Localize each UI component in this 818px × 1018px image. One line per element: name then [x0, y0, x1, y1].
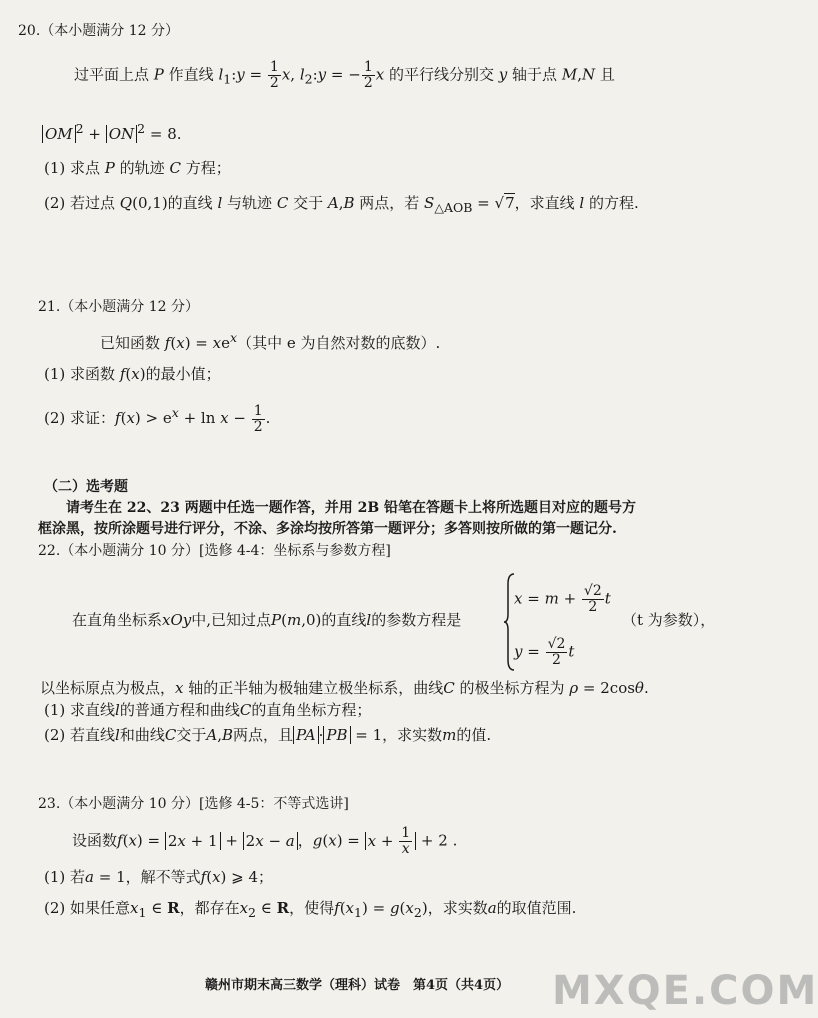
q23-intro-sep: ，: [297, 831, 313, 850]
q23-heading: 23.（本小题满分 10 分）[选修 4-5：不等式选讲]: [38, 796, 349, 812]
q21-part1: (1) 求函数 f(x)的最小值；: [44, 365, 221, 383]
q22-p2-f: 的值.: [456, 726, 492, 744]
q20-p2-c: 与轨迹: [227, 194, 273, 212]
q20-intro-e: 且: [599, 65, 615, 84]
q20-intro-a: 过平面上点: [74, 65, 150, 84]
q21-intro: 已知函数 $f(x) = xe^x$（其中 e 为自然对数的底数）.: [100, 330, 441, 352]
q22-p2-e: ，求实数: [382, 726, 443, 744]
q20-p1-b: 的轨迹: [119, 159, 165, 177]
q22-param-y: y = $\frac{√2}{2}$ t: [514, 636, 575, 668]
q22-intro-c: 的直线: [321, 611, 367, 629]
q20-p2-f: ，求直线: [514, 194, 575, 212]
q20-heading: 20.（本小题满分 12 分）: [18, 23, 179, 39]
q20-intro-b: 作直线: [168, 65, 214, 84]
q20-p1-a: (1) 求点: [44, 159, 101, 177]
q23-part2: (2) 如果任意$x_1$ ∈ R，都存在$x_2$ ∈ R，使得$f(x_1) = g(x_2)$，求实数a的取值范围.: [44, 899, 577, 920]
elective-text-1: 请考生在 22、23 两题中任选一题作答，并用 2B 铅笔在答题卡上将所选题目对应的题号方: [66, 500, 637, 516]
elective-heading: （二）选考题: [44, 479, 128, 495]
q23-intro-a: 设函数: [72, 831, 118, 850]
q23-p2-e: 的取值范围.: [496, 899, 577, 917]
q23-p1-a: (1) 若: [44, 868, 86, 886]
q21-heading: 21.（本小题满分 12 分）: [38, 299, 199, 315]
q23-p1-c: ；: [258, 868, 274, 886]
q22-heading: 22.（本小题满分 10 分）[选修 4-4：坐标系与参数方程]: [38, 543, 391, 559]
q23-p2-a: (2) 如果任意: [44, 899, 131, 917]
q20-part1: (1) 求点 P 的轨迹 C 方程；: [44, 159, 231, 177]
q20-condition: OM $^2$ + ON $^2$ = 8.: [42, 118, 182, 145]
q23-p2-c: ，使得: [289, 899, 335, 917]
q20-p2-a: (2) 若过点: [44, 194, 116, 212]
q20-p2-b: 的直线: [167, 194, 213, 212]
q22-param-x: x = m + $\frac{√2}{2}$ t: [514, 583, 611, 615]
q21-p2-a: (2) 求证：: [44, 409, 116, 427]
q22-line2-a: 以坐标原点为极点，: [40, 679, 176, 697]
watermark-logo: MXQE.COM: [552, 968, 818, 1014]
q20-p1-c: 方程；: [185, 159, 231, 177]
q22-p1-c: 的直角坐标方程；: [251, 701, 372, 719]
q23-p2-d: ，求实数: [427, 899, 488, 917]
q22-p2-a: (2) 若直线: [44, 726, 116, 744]
q22-p2-c: 交于: [176, 726, 207, 744]
page-footer: 赣州市期末高三数学（理科）试卷 第4页（共4页）: [205, 978, 510, 993]
q22-line2-b: 轴的正半轴为极轴建立极坐标系，曲线: [188, 679, 444, 697]
q20-part2: (2) 若过点 Q(0,1)的直线 l 与轨迹 C 交于 A,B 两点，若 $S_{\triangle AOB} = √7$，求直线 l 的方程.: [44, 194, 639, 215]
q21-intro-b: （其中 e 为自然对数的底数）.: [237, 334, 441, 352]
q22-polar-line: 以坐标原点为极点，x 轴的正半轴为极轴建立极坐标系，曲线C 的极坐标方程为 ρ = 2cosθ.: [40, 679, 649, 697]
q21-intro-a: 已知函数: [100, 334, 161, 352]
q21-p1-b: 的最小值；: [145, 365, 221, 383]
q23-p2-b: ，都存在: [179, 899, 240, 917]
q22-intro: 在直角坐标系xOy中,已知过点P(m,0)的直线l的参数方程是: [72, 611, 462, 629]
q20-intro-c: 的平行线分别交: [389, 65, 495, 84]
q20-p2-d: 交于: [293, 194, 324, 212]
q22-intro-d: 的参数方程是: [371, 611, 462, 629]
q21-part2: (2) 求证：$f(x) > e^x + \ln x$ − $\frac{1}{2}$ .: [44, 402, 271, 435]
q22-line2-c: 的极坐标方程为: [459, 679, 565, 697]
q20-intro-line: 过平面上点 P 作直线 $l_1:y$ = $\frac{1}{2}$ x, $l_2:y$ = − $\frac{1}{2}$ x 的平行线分别交 y 轴于点 M,N 且: [74, 59, 615, 91]
q22-p1-b: 的普通方程和曲线: [119, 701, 240, 719]
q23-p1-b: ，解不等式: [125, 868, 201, 886]
q20-intro-d: 轴于点: [512, 65, 558, 84]
q22-intro-a: 在直角坐标系: [72, 611, 163, 629]
q22-p1-a: (1) 求直线: [44, 701, 116, 719]
q20-p2-e: 两点，若: [359, 194, 420, 212]
q22-intro-b: 中,已知过点: [191, 611, 272, 629]
q22-part1: (1) 求直线l的普通方程和曲线C的直角坐标方程；: [44, 701, 372, 719]
q22-p2-d: 两点，且: [233, 726, 294, 744]
q23-part1: (1) 若a = 1，解不等式f(x) ⩾ 4；: [44, 868, 274, 886]
q22-param-note: （t 为参数），: [622, 611, 716, 629]
q20-p2-g: 的方程.: [588, 194, 639, 212]
q23-intro: 设函数f(x) = 2x + 1 + 2x − a ，g(x) = x + $\frac{1}{x}$ + 2 .: [72, 825, 458, 857]
elective-text-2: 框涂黑，按所涂题号进行评分，不涂、多涂均按所答第一题评分；多答则按所做的第一题记分.: [38, 521, 617, 537]
q22-part2: (2) 若直线l和曲线C交于A,B两点，且 PA · PB = 1，求实数m的值.: [44, 726, 492, 744]
q21-p1-a: (1) 求函数: [44, 365, 116, 383]
q22-p2-b: 和曲线: [119, 726, 165, 744]
